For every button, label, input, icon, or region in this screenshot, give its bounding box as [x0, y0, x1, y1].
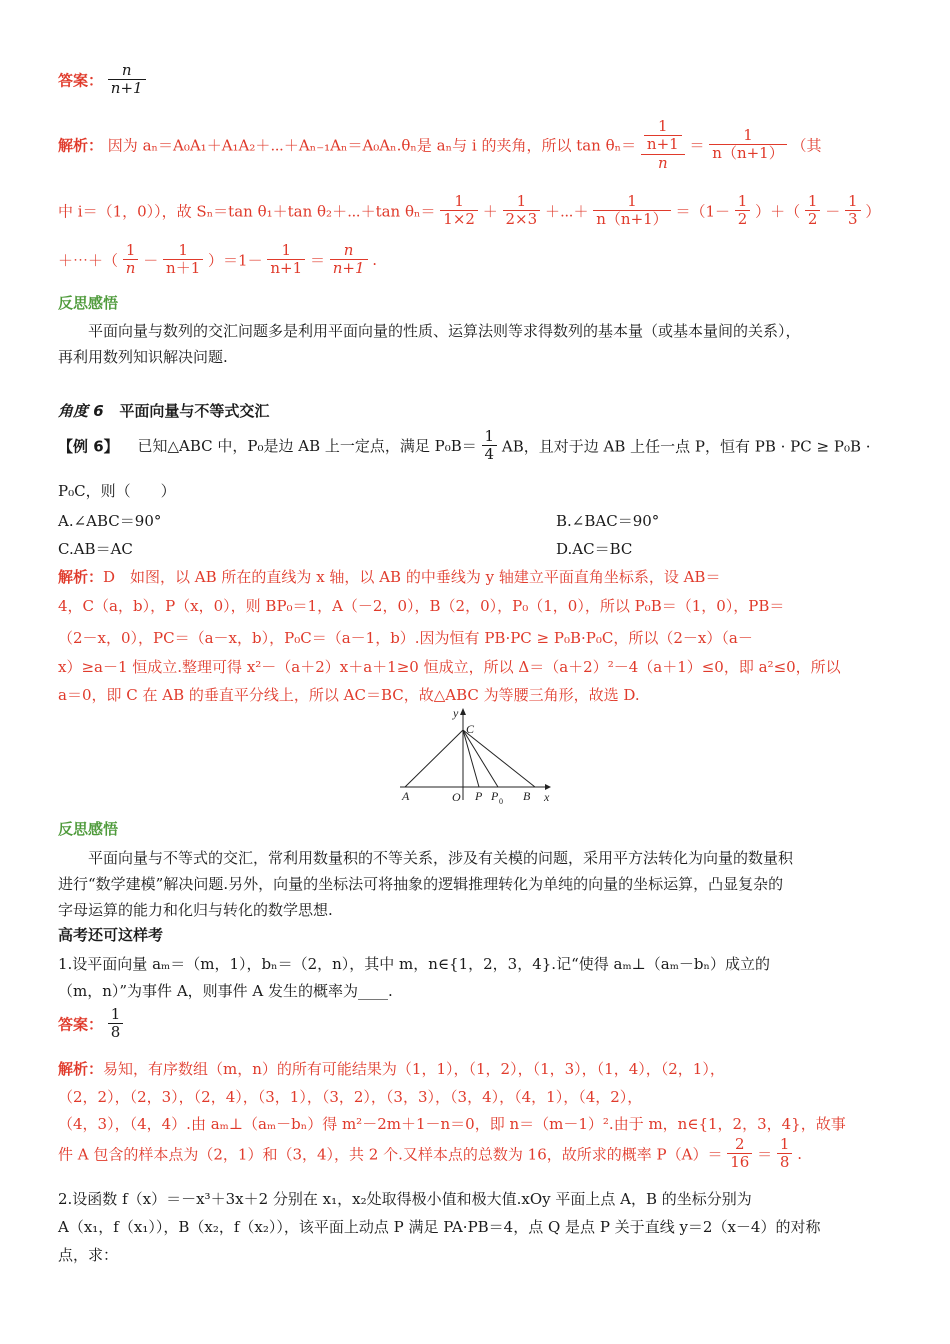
- answer-1: [58, 62, 146, 98]
- label-a: A: [402, 789, 410, 803]
- label-c: C: [466, 722, 475, 736]
- analysis-label: 解析：: [58, 1060, 104, 1078]
- label-x: x: [544, 790, 550, 804]
- option-c: C.AB＝AC: [58, 540, 133, 558]
- triangle-figure: [395, 705, 560, 805]
- reflection-1-text-2: 再利用数列知识解决问题.: [58, 348, 228, 366]
- reflection-2-line-2: 进行“数学建模”解决问题.另外，向量的坐标法可将抽象的逻辑推理转化为单纯的向量的坐标运算，凸显复杂的: [58, 875, 784, 893]
- analysis-q1-line-1: 解析：易知，有序数组（m，n）的所有可能结果为（1，1），（1，2），（1，3），（1，4），（2，1），: [58, 1060, 725, 1078]
- answer-fraction: $\frac{n}{n+1}$: [108, 62, 146, 98]
- label-y: y: [453, 706, 459, 720]
- analysis-6-line-5: a＝0，即 C 在 AB 的垂直平分线上，所以 AC＝BC，故△ABC 为等腰三角形，故选 D.: [58, 686, 640, 704]
- analysis-label: 解析：: [58, 568, 104, 586]
- tan-fraction: $\frac{\frac{1}{n+1}}{n}$: [641, 118, 685, 172]
- side-ac: [405, 730, 463, 787]
- analysis-1-line-3: ＋⋯＋（ $\frac{1}{n}$ － $\frac{1}{n+1}$ ）＝1－ $\frac{1}{n+1}$ ＝ $\frac{n}{n+1}$ .: [58, 241, 378, 278]
- q2-line-1: 2.设函数 f（x）＝－x³＋3x＋2 分别在 x₁，x₂处取得极小值和极大值.xOy 平面上点 A，B 的坐标分别为: [58, 1190, 752, 1208]
- option-a: A.∠ABC＝90°: [58, 512, 162, 530]
- q1-line-2: （m，n）”为事件 A，则事件 A 发生的概率为____.: [58, 982, 393, 1000]
- y-axis-arrow: [460, 708, 466, 715]
- segment-cp: [463, 730, 479, 787]
- label-p: P: [475, 789, 483, 803]
- analysis-6-line-2: 4，C（a，b），P（x，0），则 BP₀＝1，A（－2，0），B（2，0），P₀（1，0），所以 P₀B＝（1，0），PB＝: [58, 597, 785, 615]
- analysis-6-line-1: 解析：D 如图，以 AB 所在的直线为 x 轴，以 AB 的中垂线为 y 轴建立平面直角坐标系，设 AB＝: [58, 568, 721, 586]
- reflection-title-2: 反思感悟: [58, 820, 119, 838]
- example-6-stem-2: P₀C，则（ ）: [58, 482, 176, 500]
- option-b: B.∠BAC＝90°: [556, 512, 660, 530]
- analysis-label: 解析：: [58, 136, 104, 155]
- option-d: D.AC＝BC: [556, 540, 633, 558]
- q1-line-1: 1.设平面向量 aₘ＝（m，1），bₙ＝（2，n），其中 m，n∈{1，2，3，4}.记“使得 aₘ⊥（aₘ－bₙ）成立的: [58, 955, 770, 973]
- analysis-1-line-1: 解析： 因为 aₙ＝A₀A₁＋A₁A₂＋⋯＋Aₙ₋₁Aₙ＝A₀Aₙ.θₙ是 aₙ与 i 的夹角，所以 tan θₙ＝ $\frac{\frac{1}{n+1}}{n}$ ＝ $\frac{1}{n(n+1)}$ （其: [58, 117, 822, 172]
- side-bc: [463, 730, 535, 787]
- example-label: 【例 6】: [58, 437, 119, 456]
- analysis-q1-line-4: 件 A 包含的样本点为（2，1）和（3，4），共 2 个.又样本点的总数为 16，故所求的概率 P（A）＝ $\frac{2}{16}$ ＝ $\frac{1}{8}$ .: [58, 1135, 803, 1172]
- reflection-title-1: 反思感悟: [58, 294, 119, 312]
- answer-q1: 答案： $\frac{1}{8}$: [58, 1006, 123, 1042]
- answer-label: 答案：: [58, 1015, 104, 1034]
- segment-cp0: [463, 730, 498, 787]
- label-p0: P: [491, 789, 499, 803]
- gaokao-heading: 高考还可这样考: [58, 926, 164, 944]
- q2-line-3: 点，求：: [58, 1246, 119, 1264]
- reflection-1-text-1: 平面向量与数列的交汇问题多是利用平面向量的性质、运算法则等求得数列的基本量（或基本量间的关系），: [88, 322, 801, 340]
- label-p0-sub: 0: [499, 797, 503, 805]
- analysis-6-line-3: （2－x，0），PC＝（a－x，b），P₀C＝（a－1，b）.因为恒有 PB·PC ≥ P₀B·P₀C，所以（2－x）（a－: [58, 629, 753, 647]
- analysis-q1-line-2: （2，2），（2，3），（2，4），（3，1），（3，2），（3，3），（3，4），（4，1），（4，2），: [58, 1088, 643, 1106]
- analysis-1-line-2: 中 i＝（1，0）），故 Sₙ＝tan θ₁＋tan θ₂＋⋯＋tan θₙ＝ $\frac{1}{1\times 2}$ ＋ $\frac{1}{2\times 3}$ ＋⋯＋ $\frac{1}{n(n+1)}$ ＝（1－ $\frac{1}{2}$ ）＋（ $\frac{1}{2}$ － $\frac{1}{3}$ ）: [58, 192, 881, 229]
- angle-6-heading: 角度 6 平面向量与不等式交汇: [58, 402, 270, 420]
- label-b: B: [523, 789, 531, 803]
- answer-label: 答案：: [58, 71, 104, 90]
- label-o: O: [452, 790, 461, 804]
- q2-line-2: A（x₁，f（x₁）），B（x₂，f（x₂）），该平面上动点 P 满足 PA·PB＝4，点 Q 是点 P 关于直线 y＝2（x－4）的对称: [58, 1218, 821, 1236]
- analysis-q1-line-3: （4，3），（4，4）.由 aₘ⊥（aₘ－bₙ）得 m²－2m＋1－n＝0，即 n＝（m－1）².由于 m，n∈{1，2，3，4}，故事: [58, 1115, 846, 1133]
- reflection-2-line-3: 字母运算的能力和化归与转化的数学思想.: [58, 901, 333, 919]
- example-6-stem: 【例 6】 已知△ABC 中，P₀是边 AB 上一定点，满足 P₀B＝ $\frac{1}{4}$ AB，且对于边 AB 上任一点 P，恒有 PB · PC ≥ P₀B ·: [58, 427, 871, 464]
- analysis-6-line-4: x）≥a－1 恒成立.整理可得 x²－（a＋2）x＋a＋1≥0 恒成立，所以 Δ＝（a＋2）²－4（a＋1）≤0，即 a²≤0，所以: [58, 658, 841, 676]
- reflection-2-line-1: 平面向量与不等式的交汇，常利用数量积的不等关系，涉及有关模的问题，采用平方法转化为向量的数量积: [88, 849, 794, 867]
